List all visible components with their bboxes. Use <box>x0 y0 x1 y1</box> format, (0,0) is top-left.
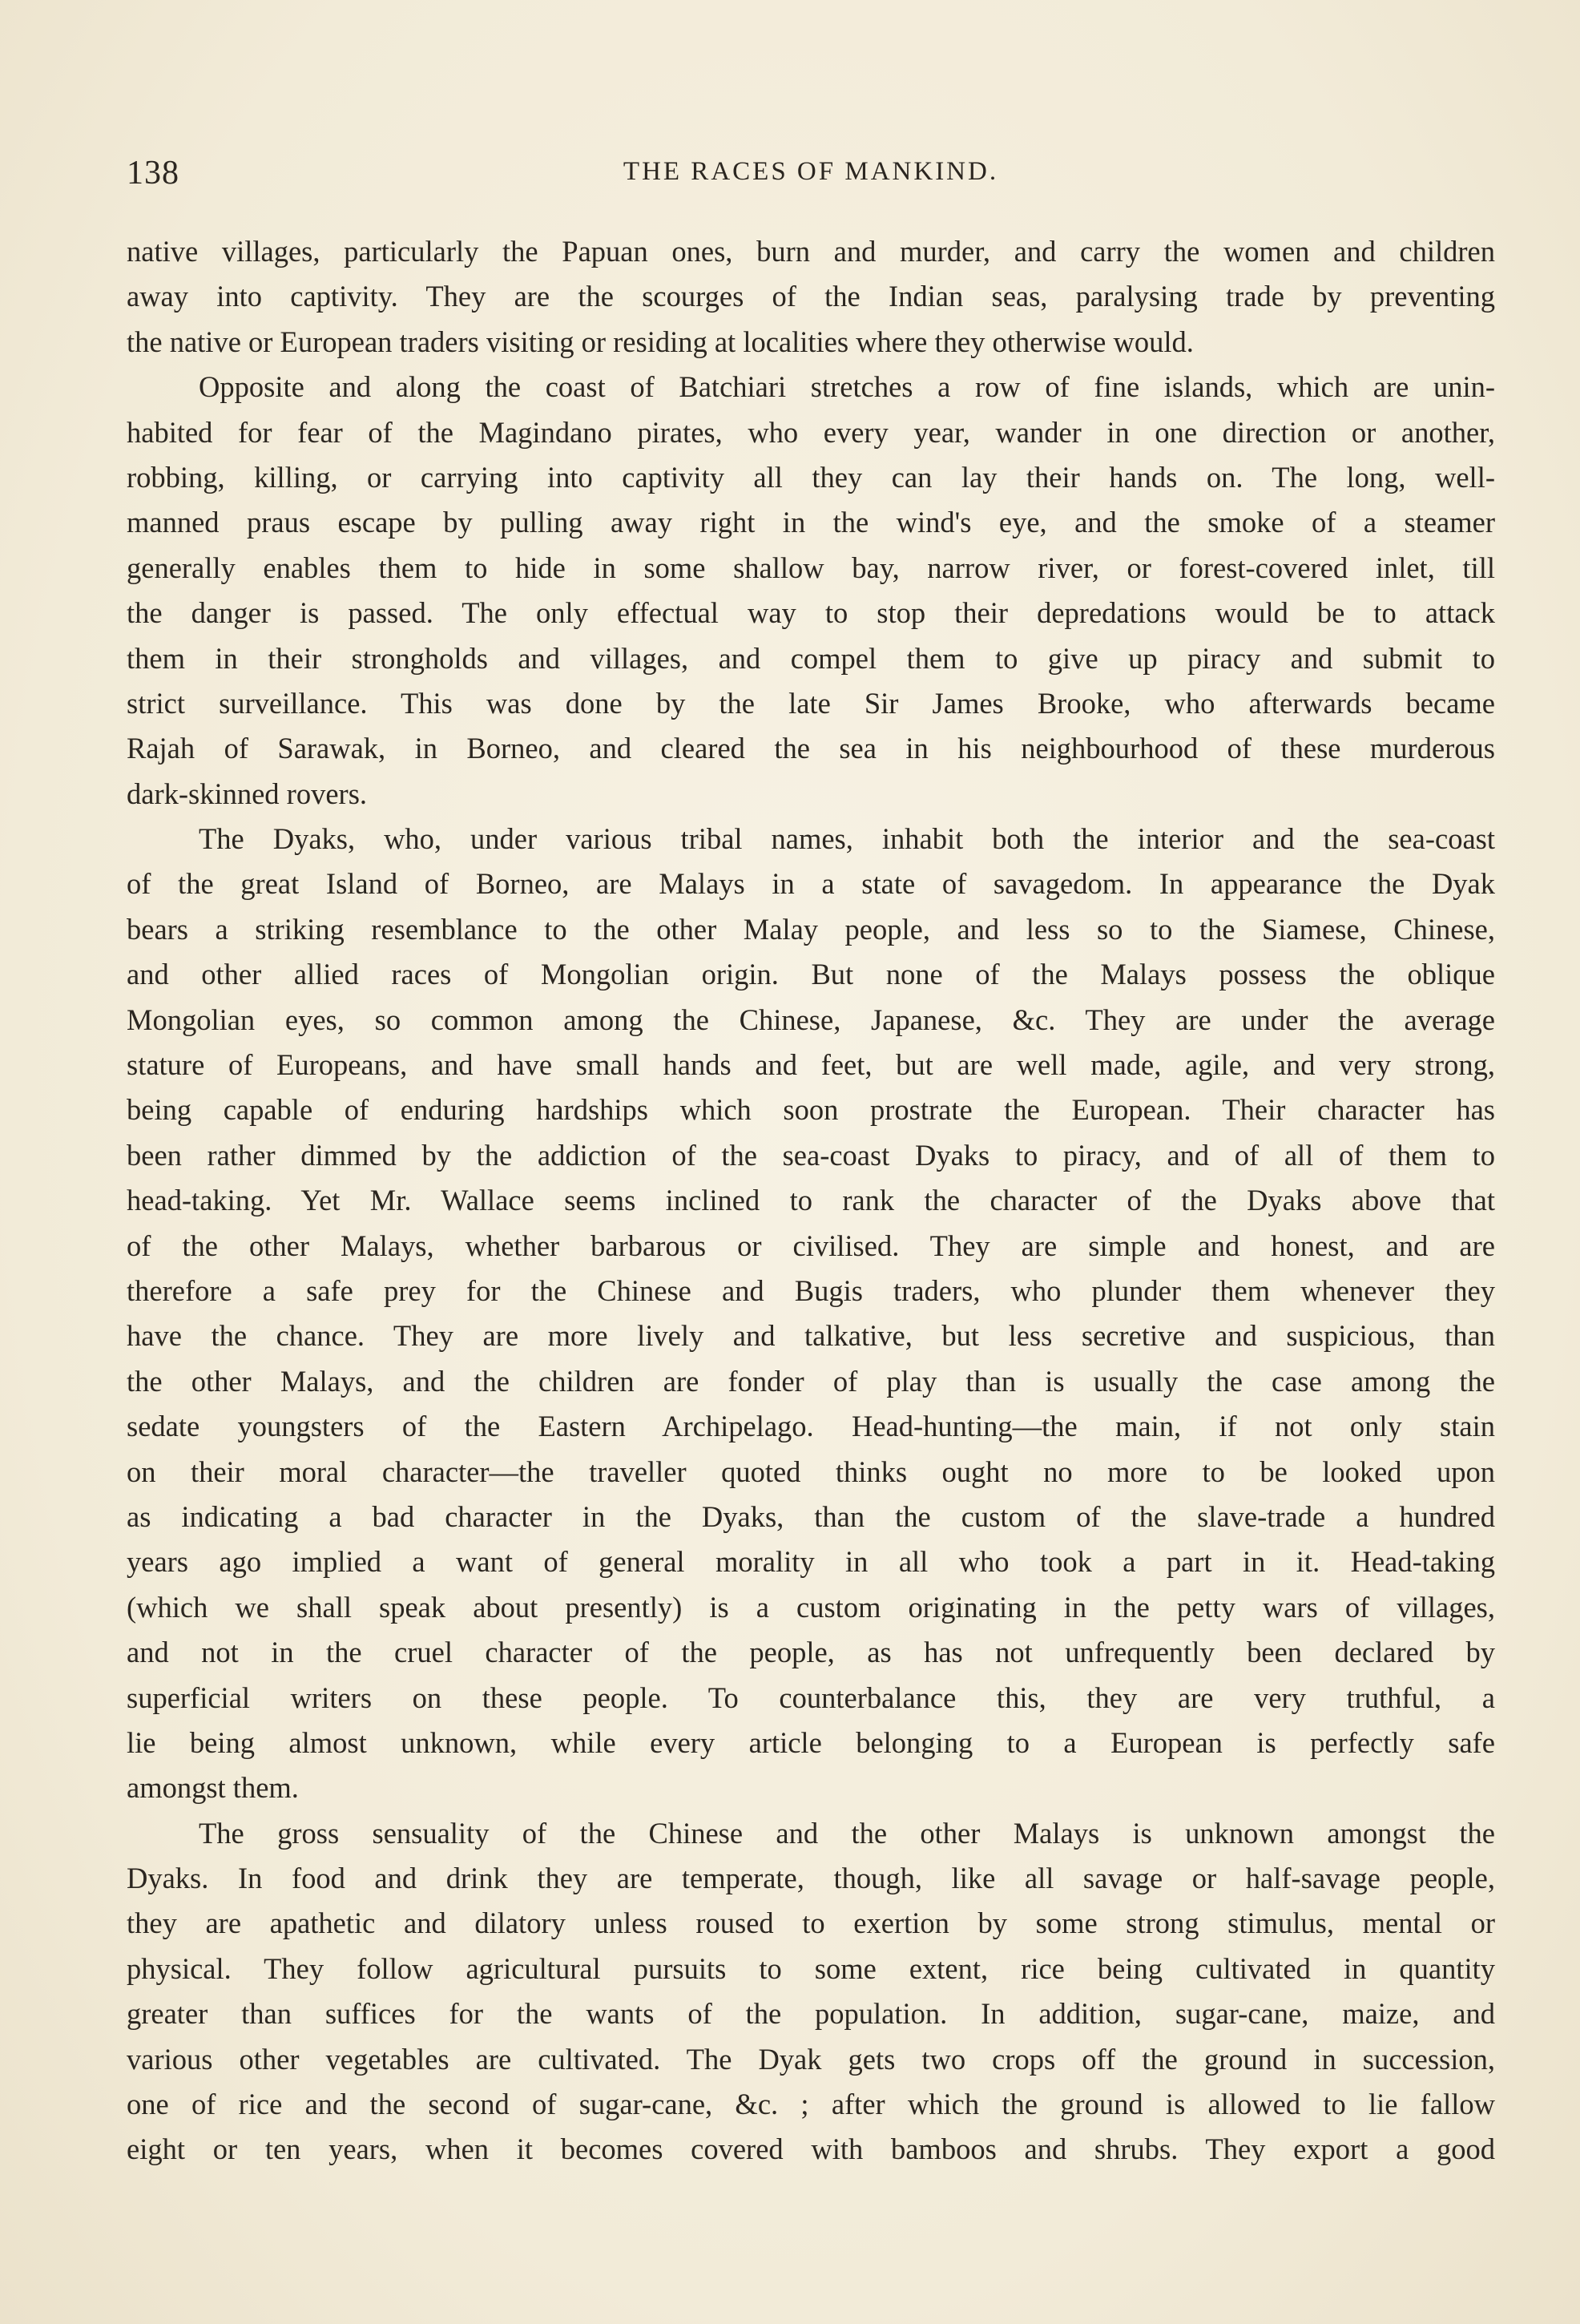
text-line: have the chance. They are more lively and talkative, but less secretive and suspicious, than <box>127 1319 1495 1353</box>
page-header <box>127 154 1495 202</box>
text-line: Mongolian eyes, so common among the Chinese, Japanese, &c. They are under the average <box>127 1003 1495 1036</box>
text-line: sedate youngsters of the Eastern Archipelago. Head-hunting—the main, if not only stain <box>127 1410 1495 1443</box>
text-line: the danger is passed. The only effectual way to stop their depredations would be to attack <box>127 596 1495 630</box>
text-line: Dyaks. In food and drink they are temperate, though, like all savage or half-savage people, <box>127 1862 1495 1895</box>
text-line: and not in the cruel character of the people, as has not unfrequently been declared by <box>127 1636 1495 1669</box>
text-line: generally enables them to hide in some shallow bay, narrow river, or forest-covered inlet, till <box>127 551 1495 584</box>
text-line: Opposite and along the coast of Batchiari stretches a row of fine islands, which are unin- <box>199 370 1495 404</box>
text-line: native villages, particularly the Papuan ones, burn and murder, and carry the women and children <box>127 235 1495 268</box>
text-line: of the great Island of Borneo, are Malays in a state of savagedom. In appearance the Dyak <box>127 867 1495 901</box>
text-line: the native or European traders visiting or residing at localities where they otherwise would. <box>127 325 1194 358</box>
text-line: they are apathetic and dilatory unless roused to exertion by some strong stimulus, mental or <box>127 1906 1495 1940</box>
text-line: superficial writers on these people. To counterbalance this, they are very truthful, a <box>127 1680 1495 1714</box>
text-line: physical. They follow agricultural pursuits to some extent, rice being cultivated in quantity <box>127 1951 1495 1985</box>
text-line: the other Malays, and the children are fonder of play than is usually the case among the <box>127 1364 1495 1398</box>
text-line: Rajah of Sarawak, in Borneo, and cleared the sea in his neighbourhood of these murderous <box>127 732 1495 765</box>
text-line: strict surveillance. This was done by the late Sir James Brooke, who afterwards became <box>127 686 1495 720</box>
text-line: lie being almost unknown, while every article belonging to a European is perfectly safe <box>127 1725 1495 1759</box>
text-line: years ago implied a want of general morality in all who took a part in it. Head-taking <box>127 1545 1495 1579</box>
text-line: amongst them. <box>127 1771 299 1805</box>
text-line: bears a striking resemblance to the other Malay people, and less so to the Siamese, Chinese, <box>127 912 1495 946</box>
text-line: (which we shall speak about presently) is a custom originating in the petty wars of villages, <box>127 1590 1495 1624</box>
text-line: dark-skinned rovers. <box>127 777 368 810</box>
text-line: stature of Europeans, and have small hands and feet, but are well made, agile, and very strong, <box>127 1048 1495 1082</box>
text-line: manned praus escape by pulling away right in the wind's eye, and the smoke of a steamer <box>127 506 1495 539</box>
text-line: being capable of enduring hardships which soon prostrate the European. Their character has <box>127 1093 1495 1127</box>
text-line: of the other Malays, whether barbarous or civilised. They are simple and honest, and are <box>127 1229 1495 1262</box>
text-line: The Dyaks, who, under various tribal names, inhabit both the interior and the sea-coast <box>199 822 1495 856</box>
text-line: been rather dimmed by the addiction of the sea-coast Dyaks to piracy, and of all of them to <box>127 1138 1495 1172</box>
text-line: robbing, killing, or carrying into captivity all they can lay their hands on. The long, well- <box>127 460 1495 494</box>
text-line: habited for fear of the Magindano pirates, who every year, wander in one direction or another, <box>127 415 1495 449</box>
text-line: away into captivity. They are the scourges of the Indian seas, paralysing trade by preventing <box>127 280 1495 313</box>
running-head: THE RACES OF MANKIND. <box>623 157 999 186</box>
text-line: various other vegetables are cultivated. The Dyak gets two crops off the ground in succession, <box>127 2042 1495 2076</box>
text-line: them in their strongholds and villages, and compel them to give up piracy and submit to <box>127 641 1495 675</box>
text-line: head-taking. Yet Mr. Wallace seems inclined to rank the character of the Dyaks above that <box>127 1184 1495 1217</box>
text-line: therefore a safe prey for the Chinese and Bugis traders, who plunder them whenever they <box>127 1273 1495 1307</box>
text-line: and other allied races of Mongolian origin. But none of the Malays possess the oblique <box>127 958 1495 991</box>
page-number: 138 <box>127 155 179 192</box>
text-line: one of rice and the second of sugar-cane, &c. ; after which the ground is allowed to lie fallow <box>127 2088 1495 2121</box>
text-line: eight or ten years, when it becomes covered with bamboos and shrubs. They export a good <box>127 2132 1495 2166</box>
text-line: The gross sensuality of the Chinese and the other Malays is unknown amongst the <box>199 1816 1495 1850</box>
text-line: on their moral character—the traveller quoted thinks ought no more to be looked upon <box>127 1455 1495 1488</box>
text-line: as indicating a bad character in the Dyaks, than the custom of the slave-trade a hundred <box>127 1499 1495 1533</box>
body-text <box>127 229 1495 2173</box>
text-line: greater than suffices for the wants of the population. In addition, sugar-cane, maize, and <box>127 1997 1495 2031</box>
